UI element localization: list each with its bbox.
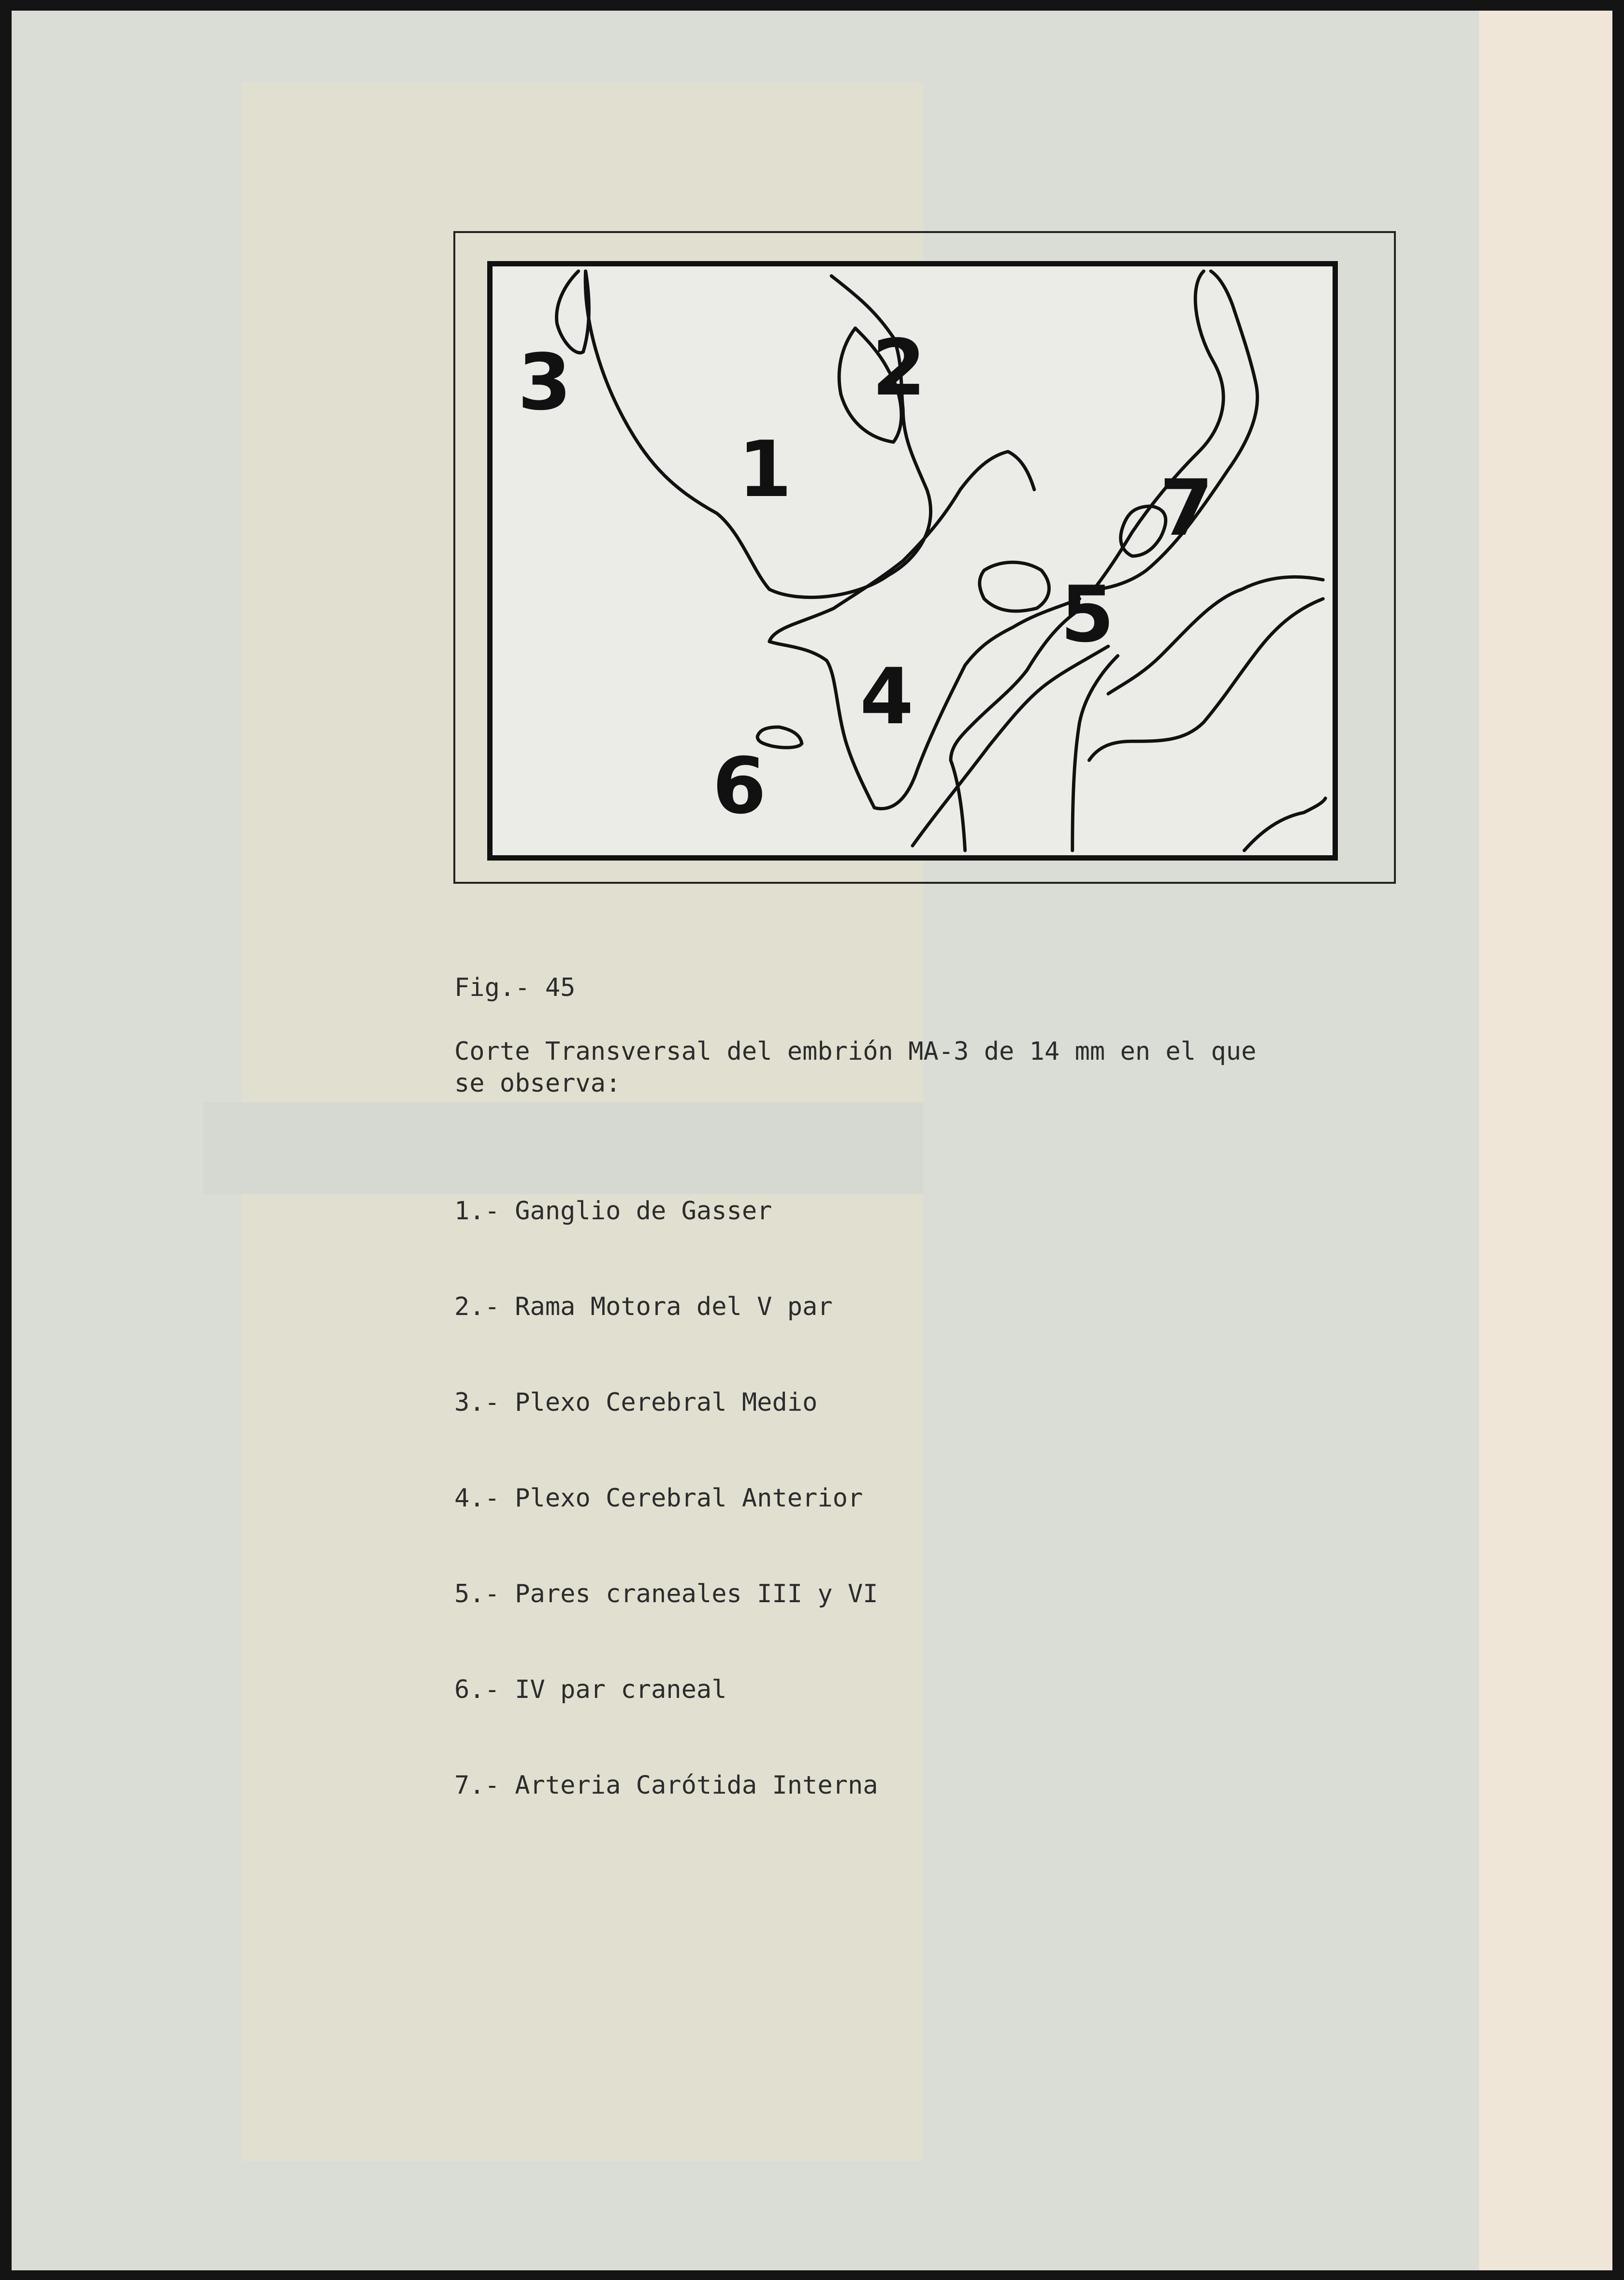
figure-number: Fig.- 45 — [454, 973, 576, 1002]
diagram-label-7: 7 — [1160, 463, 1214, 553]
diagram-label-5: 5 — [1060, 569, 1115, 659]
diagram-label-4: 4 — [860, 651, 914, 742]
diagram-label-2: 2 — [872, 322, 926, 413]
figure-caption — [454, 1036, 1256, 1099]
caption-line-1: Corte Transversal del embrión MA-3 de 14 mm en el que — [454, 1037, 1257, 1066]
diagram-label-1: 1 — [738, 424, 792, 514]
contour-lower-a — [951, 613, 1075, 850]
outline-plexo-anterior-inner — [913, 646, 1108, 846]
legend-item: 2.- Rama Motora del V par — [454, 1292, 833, 1321]
legend-item: 5.- Pares craneales III y VI — [454, 1579, 878, 1608]
diagram-label-6: 6 — [712, 741, 767, 831]
contour-corner — [1244, 798, 1325, 850]
legend-item: 4.- Plexo Cerebral Anterior — [454, 1484, 863, 1513]
legend-list — [454, 1131, 878, 1833]
legend-item: 3.- Plexo Cerebral Medio — [454, 1388, 818, 1417]
legend-item: 1.- Ganglio de Gasser — [454, 1197, 772, 1226]
right-paper-strip — [1479, 11, 1612, 2270]
diagram-label-3: 3 — [518, 337, 572, 427]
legend-item: 6.- IV par craneal — [454, 1675, 727, 1704]
outline-pares-craneales — [980, 562, 1049, 611]
contour-lower-d — [1089, 599, 1323, 760]
caption-line-2: se observa: — [454, 1069, 621, 1098]
embryo-section-diagram — [487, 261, 1338, 861]
legend-item: 7.- Arteria Carótida Interna — [454, 1771, 878, 1800]
outline-plexo-anterior — [769, 452, 1080, 809]
contour-lower-c — [1108, 577, 1323, 694]
